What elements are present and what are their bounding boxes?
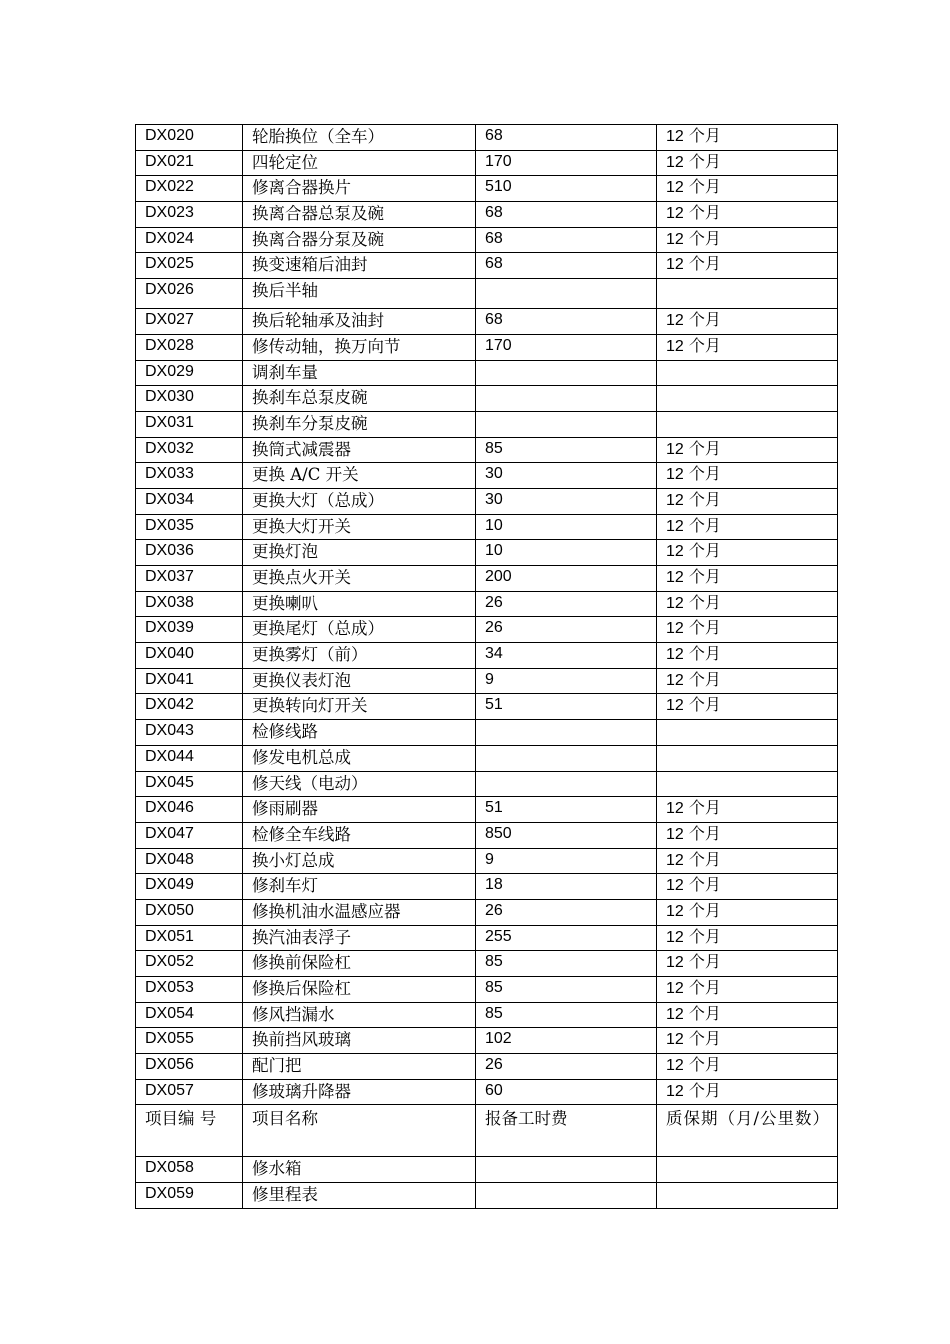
cell-hours — [476, 411, 657, 437]
warranty-number: 12 — [666, 491, 684, 509]
cell-name: 修传动轴，换万向节 — [243, 334, 476, 360]
warranty-unit: 个月 — [688, 489, 721, 509]
cell-warranty — [657, 463, 838, 489]
cell-hours: 26 — [476, 899, 657, 925]
cell-hours: 10 — [476, 540, 657, 566]
cell-warranty — [657, 643, 838, 669]
cell-warranty — [657, 668, 838, 694]
table-row — [136, 566, 838, 592]
table-row — [136, 253, 838, 279]
table-row — [136, 848, 838, 874]
cell-hours — [476, 360, 657, 386]
warranty-number: 12 — [666, 543, 684, 561]
warranty-number: 12 — [666, 312, 684, 330]
table-row — [136, 1079, 838, 1105]
warranty-unit: 个月 — [688, 644, 721, 664]
cell-code: DX056 — [136, 1054, 243, 1080]
table-row — [136, 176, 838, 202]
warranty-unit: 个月 — [688, 695, 721, 715]
cell-name: 修水箱 — [243, 1157, 476, 1183]
cell-hours — [476, 386, 657, 412]
cell-code: DX042 — [136, 694, 243, 720]
cell-name: 换后轮轴承及油封 — [243, 309, 476, 335]
cell-hours: 68 — [476, 309, 657, 335]
warranty-unit: 个月 — [688, 541, 721, 561]
cell-code: DX022 — [136, 176, 243, 202]
cell-warranty — [657, 411, 838, 437]
cell-name: 修里程表 — [243, 1183, 476, 1209]
warranty-unit: 个月 — [688, 310, 721, 330]
cell-hours: 26 — [476, 591, 657, 617]
table-body-top — [136, 125, 838, 1105]
warranty-unit: 个月 — [688, 618, 721, 638]
table-row — [136, 1028, 838, 1054]
cell-warranty — [657, 1028, 838, 1054]
cell-warranty — [657, 797, 838, 823]
cell-hours: 170 — [476, 150, 657, 176]
cell-hours — [476, 1157, 657, 1183]
cell-name: 更换尾灯（总成） — [243, 617, 476, 643]
cell-hours: 10 — [476, 514, 657, 540]
warranty-unit: 个月 — [688, 228, 721, 248]
warranty-number: 12 — [666, 517, 684, 535]
cell-warranty — [657, 202, 838, 228]
cell-code: DX054 — [136, 1002, 243, 1028]
warranty-unit: 个月 — [688, 126, 721, 145]
table-row — [136, 925, 838, 951]
warranty-number: 12 — [666, 466, 684, 484]
warranty-number: 12 — [666, 902, 684, 920]
table-row — [136, 745, 838, 771]
cell-hours — [476, 1183, 657, 1209]
cell-code: DX033 — [136, 463, 243, 489]
cell-hours: 30 — [476, 488, 657, 514]
cell-name: 换刹车总泵皮碗 — [243, 386, 476, 412]
header-hours: 报备工时费 — [476, 1105, 657, 1157]
table-row — [136, 334, 838, 360]
cell-code: DX027 — [136, 309, 243, 335]
table-row — [136, 591, 838, 617]
cell-name: 配门把 — [243, 1054, 476, 1080]
cell-code: DX058 — [136, 1157, 243, 1183]
table-row — [136, 1002, 838, 1028]
warranty-number: 12 — [666, 153, 684, 171]
cell-code: DX023 — [136, 202, 243, 228]
warranty-number: 12 — [666, 230, 684, 248]
cell-name: 更换灯泡 — [243, 540, 476, 566]
cell-hours: 85 — [476, 437, 657, 463]
warranty-number: 12 — [666, 256, 684, 274]
cell-code: DX024 — [136, 227, 243, 253]
warranty-number: 12 — [666, 569, 684, 586]
warranty-number: 12 — [666, 1082, 684, 1100]
cell-code: DX026 — [136, 279, 243, 309]
cell-hours: 200 — [476, 566, 657, 592]
header-name: 项目名称 — [243, 1105, 476, 1157]
cell-code: DX059 — [136, 1183, 243, 1209]
warranty-unit: 个月 — [688, 1003, 721, 1023]
cell-warranty — [657, 176, 838, 202]
cell-warranty — [657, 1054, 838, 1080]
warranty-number: 12 — [666, 1057, 684, 1075]
cell-hours: 85 — [476, 951, 657, 977]
cell-name: 更换雾灯（前） — [243, 643, 476, 669]
cell-code: DX047 — [136, 822, 243, 848]
cell-hours: 510 — [476, 176, 657, 202]
cell-code: DX034 — [136, 488, 243, 514]
cell-code: DX053 — [136, 977, 243, 1003]
cell-warranty — [657, 694, 838, 720]
warranty-number: 12 — [666, 128, 684, 145]
warranty-number: 12 — [666, 671, 684, 689]
warranty-unit: 个月 — [688, 592, 721, 612]
cell-code: DX041 — [136, 668, 243, 694]
warranty-unit: 个月 — [688, 151, 721, 171]
cell-code: DX029 — [136, 360, 243, 386]
cell-name: 换筒式减震器 — [243, 437, 476, 463]
cell-hours: 102 — [476, 1028, 657, 1054]
table-row — [136, 360, 838, 386]
cell-name: 调刹车量 — [243, 360, 476, 386]
cell-hours — [476, 279, 657, 309]
cell-warranty — [657, 848, 838, 874]
warranty-unit: 个月 — [688, 823, 721, 843]
cell-name: 检修线路 — [243, 720, 476, 746]
cell-warranty — [657, 125, 838, 151]
header-warranty: 质保期（月/公里数） — [657, 1105, 838, 1157]
cell-hours: 170 — [476, 334, 657, 360]
cell-code: DX036 — [136, 540, 243, 566]
cell-name: 更换仪表灯泡 — [243, 668, 476, 694]
warranty-unit: 个月 — [688, 177, 721, 197]
table-header-row-group — [136, 1105, 838, 1157]
cell-hours: 26 — [476, 1054, 657, 1080]
cell-warranty — [657, 771, 838, 797]
warranty-unit: 个月 — [688, 849, 721, 869]
table-row — [136, 1054, 838, 1080]
cell-warranty — [657, 150, 838, 176]
cell-warranty — [657, 334, 838, 360]
table-row — [136, 951, 838, 977]
cell-warranty — [657, 514, 838, 540]
cell-hours: 26 — [476, 617, 657, 643]
cell-code: DX025 — [136, 253, 243, 279]
table-row — [136, 437, 838, 463]
cell-name: 修雨刷器 — [243, 797, 476, 823]
cell-hours: 51 — [476, 797, 657, 823]
cell-hours: 34 — [476, 643, 657, 669]
cell-name: 换汽油表浮子 — [243, 925, 476, 951]
cell-warranty — [657, 977, 838, 1003]
cell-warranty — [657, 253, 838, 279]
warranty-number: 12 — [666, 620, 684, 638]
cell-code: DX031 — [136, 411, 243, 437]
cell-name: 换刹车分泵皮碗 — [243, 411, 476, 437]
table-body-bottom — [136, 1157, 838, 1208]
warranty-unit: 个月 — [688, 254, 721, 274]
warranty-number: 12 — [666, 1005, 684, 1023]
table-row — [136, 771, 838, 797]
table-row — [136, 977, 838, 1003]
warranty-unit: 个月 — [688, 335, 721, 355]
cell-code: DX020 — [136, 125, 243, 151]
cell-name: 换小灯总成 — [243, 848, 476, 874]
cell-name: 修换机油水温感应器 — [243, 899, 476, 925]
warranty-number: 12 — [666, 337, 684, 355]
cell-code: DX045 — [136, 771, 243, 797]
warranty-number: 12 — [666, 877, 684, 895]
cell-name: 更换大灯（总成） — [243, 488, 476, 514]
warranty-number: 12 — [666, 851, 684, 869]
cell-code: DX039 — [136, 617, 243, 643]
warranty-number: 12 — [666, 594, 684, 612]
cell-code: DX049 — [136, 874, 243, 900]
warranty-unit: 个月 — [688, 515, 721, 535]
cell-name: 更换点火开关 — [243, 566, 476, 592]
cell-warranty — [657, 745, 838, 771]
warranty-unit: 个月 — [688, 952, 721, 972]
warranty-unit: 个月 — [688, 1055, 721, 1075]
warranty-number: 12 — [666, 954, 684, 972]
warranty-number: 12 — [666, 825, 684, 843]
cell-hours: 850 — [476, 822, 657, 848]
cell-code: DX048 — [136, 848, 243, 874]
cell-name: 修玻璃升降器 — [243, 1079, 476, 1105]
table-row — [136, 125, 838, 151]
warranty-number: 12 — [666, 1031, 684, 1049]
cell-name: 四轮定位 — [243, 150, 476, 176]
cell-warranty — [657, 227, 838, 253]
cell-code: DX038 — [136, 591, 243, 617]
cell-hours: 68 — [476, 227, 657, 253]
cell-name: 修离合器换片 — [243, 176, 476, 202]
cell-code: DX050 — [136, 899, 243, 925]
cell-warranty — [657, 951, 838, 977]
cell-hours: 51 — [476, 694, 657, 720]
cell-name: 换离合器总泵及碗 — [243, 202, 476, 228]
cell-warranty — [657, 566, 838, 592]
table-row — [136, 279, 838, 309]
cell-hours: 9 — [476, 848, 657, 874]
warranty-number: 12 — [666, 980, 684, 997]
cell-code: DX044 — [136, 745, 243, 771]
cell-warranty — [657, 279, 838, 309]
cell-warranty — [657, 720, 838, 746]
table-row — [136, 309, 838, 335]
cell-warranty — [657, 1183, 838, 1209]
warranty-unit: 个月 — [688, 1029, 721, 1049]
warranty-number: 12 — [666, 928, 684, 946]
cell-name: 检修全车线路 — [243, 822, 476, 848]
cell-hours: 85 — [476, 1002, 657, 1028]
cell-code: DX032 — [136, 437, 243, 463]
cell-warranty — [657, 309, 838, 335]
cell-name: 修刹车灯 — [243, 874, 476, 900]
warranty-unit: 个月 — [688, 1080, 721, 1100]
cell-name: 修换后保险杠 — [243, 977, 476, 1003]
table-row — [136, 227, 838, 253]
cell-name: 更换转向灯开关 — [243, 694, 476, 720]
warranty-unit: 个月 — [688, 798, 721, 818]
cell-hours: 68 — [476, 125, 657, 151]
cell-warranty — [657, 386, 838, 412]
cell-code: DX043 — [136, 720, 243, 746]
table-row — [136, 643, 838, 669]
cell-name: 更换 A/C 开关 — [243, 463, 476, 489]
cell-name: 换离合器分泵及碗 — [243, 227, 476, 253]
table-row — [136, 202, 838, 228]
cell-hours: 85 — [476, 977, 657, 1003]
header-row — [136, 1105, 838, 1157]
cell-name: 修风挡漏水 — [243, 1002, 476, 1028]
warranty-unit: 个月 — [688, 900, 721, 920]
cell-hours: 18 — [476, 874, 657, 900]
table-row — [136, 488, 838, 514]
cell-hours: 9 — [476, 668, 657, 694]
cell-warranty — [657, 899, 838, 925]
table-row — [136, 540, 838, 566]
cell-warranty — [657, 1079, 838, 1105]
cell-code: DX057 — [136, 1079, 243, 1105]
repair-items-table — [135, 124, 838, 1209]
cell-name: 修发电机总成 — [243, 745, 476, 771]
cell-hours: 255 — [476, 925, 657, 951]
warranty-unit: 个月 — [688, 464, 721, 484]
cell-code: DX028 — [136, 334, 243, 360]
warranty-number: 12 — [666, 800, 684, 818]
cell-warranty — [657, 1157, 838, 1183]
table-row — [136, 1157, 838, 1183]
warranty-number: 12 — [666, 205, 684, 223]
cell-warranty — [657, 874, 838, 900]
cell-name: 修天线（电动） — [243, 771, 476, 797]
cell-name: 更换喇叭 — [243, 591, 476, 617]
cell-warranty — [657, 925, 838, 951]
cell-warranty — [657, 360, 838, 386]
table-row — [136, 668, 838, 694]
warranty-unit: 个月 — [688, 438, 721, 458]
cell-warranty — [657, 437, 838, 463]
warranty-number: 12 — [666, 697, 684, 715]
table-row — [136, 150, 838, 176]
cell-hours: 60 — [476, 1079, 657, 1105]
cell-name: 轮胎换位（全车） — [243, 125, 476, 151]
cell-hours — [476, 720, 657, 746]
warranty-unit: 个月 — [688, 978, 721, 997]
table-row — [136, 463, 838, 489]
table-row — [136, 514, 838, 540]
cell-warranty — [657, 591, 838, 617]
warranty-unit: 个月 — [688, 567, 721, 586]
cell-code: DX046 — [136, 797, 243, 823]
warranty-unit: 个月 — [688, 875, 721, 895]
table-row — [136, 822, 838, 848]
warranty-number: 12 — [666, 179, 684, 197]
warranty-unit: 个月 — [688, 203, 721, 223]
cell-hours — [476, 771, 657, 797]
cell-code: DX021 — [136, 150, 243, 176]
cell-code: DX052 — [136, 951, 243, 977]
table-row — [136, 386, 838, 412]
warranty-unit: 个月 — [688, 669, 721, 689]
table-row — [136, 617, 838, 643]
warranty-unit: 个月 — [688, 926, 721, 946]
table-row — [136, 874, 838, 900]
cell-hours: 68 — [476, 202, 657, 228]
cell-warranty — [657, 822, 838, 848]
cell-warranty — [657, 617, 838, 643]
cell-name: 修换前保险杠 — [243, 951, 476, 977]
cell-code: DX035 — [136, 514, 243, 540]
cell-name: 换前挡风玻璃 — [243, 1028, 476, 1054]
cell-hours — [476, 745, 657, 771]
header-code: 项目编 号 — [136, 1105, 243, 1157]
cell-name: 换变速箱后油封 — [243, 253, 476, 279]
cell-hours: 68 — [476, 253, 657, 279]
cell-code: DX040 — [136, 643, 243, 669]
cell-hours: 30 — [476, 463, 657, 489]
table-row — [136, 720, 838, 746]
cell-code: DX055 — [136, 1028, 243, 1054]
cell-warranty — [657, 488, 838, 514]
table-row — [136, 1183, 838, 1209]
warranty-number: 12 — [666, 440, 684, 458]
cell-warranty — [657, 1002, 838, 1028]
cell-name: 换后半轴 — [243, 279, 476, 309]
table-row — [136, 694, 838, 720]
table-row — [136, 411, 838, 437]
warranty-number: 12 — [666, 646, 684, 664]
cell-code: DX037 — [136, 566, 243, 592]
table-row — [136, 899, 838, 925]
cell-warranty — [657, 540, 838, 566]
cell-code: DX030 — [136, 386, 243, 412]
table-row — [136, 797, 838, 823]
cell-name: 更换大灯开关 — [243, 514, 476, 540]
cell-code: DX051 — [136, 925, 243, 951]
